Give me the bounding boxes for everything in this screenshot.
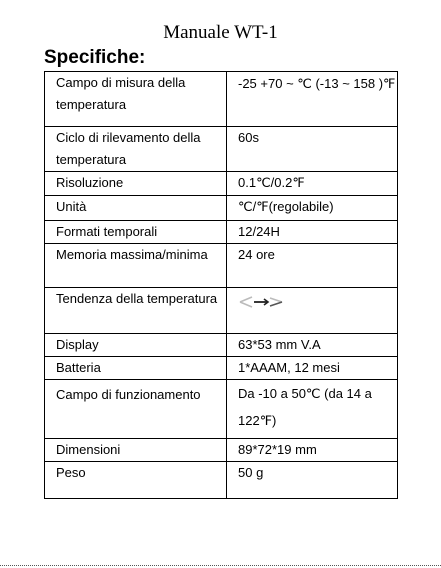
spec-label: Tendenza della temperatura	[45, 288, 227, 334]
spec-value: ℃/℉(regolabile)	[227, 196, 398, 221]
spec-label: Batteria	[45, 357, 227, 380]
spec-label: Formati temporali	[45, 221, 227, 244]
spec-label: Display	[45, 334, 227, 357]
spec-value: 0.1℃/0.2℉	[227, 172, 398, 196]
table-row	[45, 288, 398, 334]
spec-value: -25 +70 ~ ℃ (-13 ~ 158 )℉	[227, 72, 398, 127]
spec-value: 89*72*19 mm	[227, 439, 398, 462]
table-row	[45, 72, 398, 127]
spec-value: 24 ore	[227, 244, 398, 288]
section-heading: Specifiche:	[44, 47, 146, 68]
spec-label: Unità	[45, 196, 227, 221]
spec-label: Campo di misura della temperatura	[45, 72, 227, 127]
table-row	[45, 462, 398, 499]
table-row	[45, 244, 398, 288]
table-row	[45, 127, 398, 172]
spec-label: Campo di funzionamento	[45, 380, 227, 439]
table-row	[45, 196, 398, 221]
spec-value: Da -10 a 50℃ (da 14 a 122℉)	[227, 380, 398, 439]
table-row	[45, 357, 398, 380]
table-row	[45, 221, 398, 244]
specifications-table	[44, 71, 398, 499]
table-row	[45, 439, 398, 462]
trend-arrows-icon	[238, 294, 284, 310]
spec-value: 50 g	[227, 462, 398, 499]
document-title: Manuale WT-1	[163, 22, 278, 43]
spec-label: Ciclo di rilevamento della temperatura	[45, 127, 227, 172]
spec-value-icon	[227, 288, 398, 334]
table-row	[45, 380, 398, 439]
spec-value: 63*53 mm V.A	[227, 334, 398, 357]
table-row	[45, 172, 398, 196]
table-row	[45, 334, 398, 357]
spec-label: Dimensioni	[45, 439, 227, 462]
page-bottom-divider	[0, 565, 441, 566]
spec-label: Memoria massima/minima	[45, 244, 227, 288]
spec-label: Peso	[45, 462, 227, 499]
spec-value: 12/24H	[227, 221, 398, 244]
spec-value: 60s	[227, 127, 398, 172]
spec-label: Risoluzione	[45, 172, 227, 196]
spec-value: 1*AAAM, 12 mesi	[227, 357, 398, 380]
